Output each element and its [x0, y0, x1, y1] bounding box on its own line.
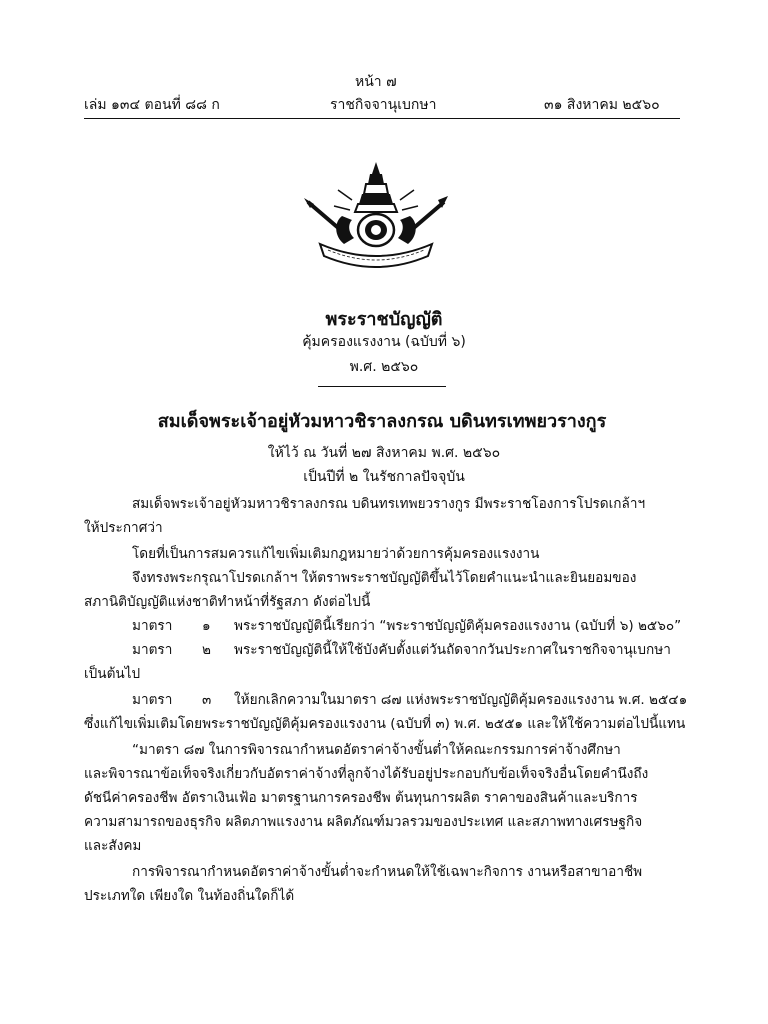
- given-date: ให้ไว้ ณ วันที่ ๒๗ สิงหาคม พ.ศ. ๒๕๖๐: [267, 445, 501, 461]
- section-3-continuation: ซึ่งแก้ไขเพิ่มเติมโดยพระราชบัญญัติคุ้มครองแรงงาน (ฉบับที่ ๓) พ.ศ. ๒๕๕๑ และให้ใช้ความต่อไปนี้แทน: [84, 716, 686, 732]
- section-1-text: พระราชบัญญัตินี้เรียกว่า “พระราชบัญญัติคุ้มครองแรงงาน (ฉบับที่ ๖) ๒๕๖๐”: [234, 618, 682, 634]
- header-rule: [84, 118, 680, 119]
- reason-paragraph: โดยที่เป็นการสมควรแก้ไขเพิ่มเติมกฎหมายว่าด้วยการคุ้มครองแรงงาน: [132, 546, 540, 562]
- section-2-text: พระราชบัญญัตินี้ให้ใช้บังคับตั้งแต่วันถัดจากวันประกาศในราชกิจจานุเบกษา: [234, 642, 671, 658]
- reign-year: เป็นปีที่ ๒ ในรัชกาลปัจจุบัน: [303, 469, 465, 485]
- act-title: พระราชบัญญัติ: [325, 309, 443, 330]
- volume-info: เล่ม ๑๓๔ ตอนที่ ๘๘ ก: [84, 97, 220, 113]
- section-1-label: มาตรา: [132, 618, 173, 634]
- king-name: สมเด็จพระเจ้าอยู่หัวมหาวชิราลงกรณ บดินทรเทพยวรางกูร: [157, 411, 607, 432]
- page-number: หน้า ๗: [355, 74, 397, 90]
- gazette-date: ๓๑ สิงหาคม ๒๕๖๐: [544, 97, 660, 113]
- quoted-section-87-line-3: ดัชนีค่าครองชีพ อัตราเงินเฟ้อ มาตรฐานการครองชีพ ต้นทุนการผลิต ราคาของสินค้าและบริการ: [84, 790, 638, 806]
- royal-garuda-emblem-icon: [300, 160, 452, 268]
- act-subtitle: คุ้มครองแรงงาน (ฉบับที่ ๖): [302, 334, 466, 350]
- section-3-text: ให้ยกเลิกความในมาตรา ๘๗ แห่งพระราชบัญญัติคุ้มครองแรงงาน พ.ศ. ๒๕๔๑: [234, 692, 688, 708]
- final-paragraph-line-2: ประเภทใด เพียงใด ในท้องถิ่นใดก็ได้: [84, 888, 295, 904]
- section-2-number: ๒: [202, 642, 211, 658]
- section-2-label: มาตรา: [132, 642, 173, 658]
- section-2-continuation: เป็นต้นไป: [84, 666, 141, 682]
- gazette-name: ราชกิจจานุเบกษา: [330, 97, 437, 113]
- enactment-line-2: สภานิติบัญญัติแห่งชาติทำหน้าที่รัฐสภา ดังต่อไปนี้: [84, 594, 371, 610]
- quoted-section-87-line-1: “มาตรา ๘๗ ในการพิจารณากำหนดอัตราค่าจ้างขั้นต่ำให้คณะกรรมการค่าจ้างศึกษา: [132, 742, 621, 758]
- quoted-section-87-line-2: และพิจารณาข้อเท็จจริงเกี่ยวกับอัตราค่าจ้างที่ลูกจ้างได้รับอยู่ประกอบกับข้อเท็จจริงอื่นโดยคำนึงถึง: [84, 766, 649, 782]
- section-1-number: ๑: [202, 618, 211, 634]
- preamble-line-2: ให้ประกาศว่า: [84, 520, 163, 536]
- quoted-section-87-line-4: ความสามารถของธุรกิจ ผลิตภาพแรงงาน ผลิตภัณฑ์มวลรวมของประเทศ และสภาพทางเศรษฐกิจ: [84, 814, 643, 830]
- act-year: พ.ศ. ๒๕๖๐: [349, 359, 419, 375]
- title-rule: [318, 386, 446, 387]
- enactment-line-1: จึงทรงพระกรุณาโปรดเกล้าฯ ให้ตราพระราชบัญญัติขึ้นไว้โดยคำแนะนำและยินยอมของ: [132, 570, 637, 586]
- final-paragraph-line-1: การพิจารณากำหนดอัตราค่าจ้างขั้นต่ำจะกำหนดให้ใช้เฉพาะกิจการ งานหรือสาขาอาชีพ: [132, 864, 643, 880]
- quoted-section-87-line-5: และสังคม: [84, 838, 142, 854]
- section-3-label: มาตรา: [132, 692, 173, 708]
- preamble-line-1: สมเด็จพระเจ้าอยู่หัวมหาวชิราลงกรณ บดินทรเทพยวรางกูร มีพระราชโองการโปรดเกล้าฯ: [132, 496, 646, 512]
- section-3-number: ๓: [202, 692, 212, 708]
